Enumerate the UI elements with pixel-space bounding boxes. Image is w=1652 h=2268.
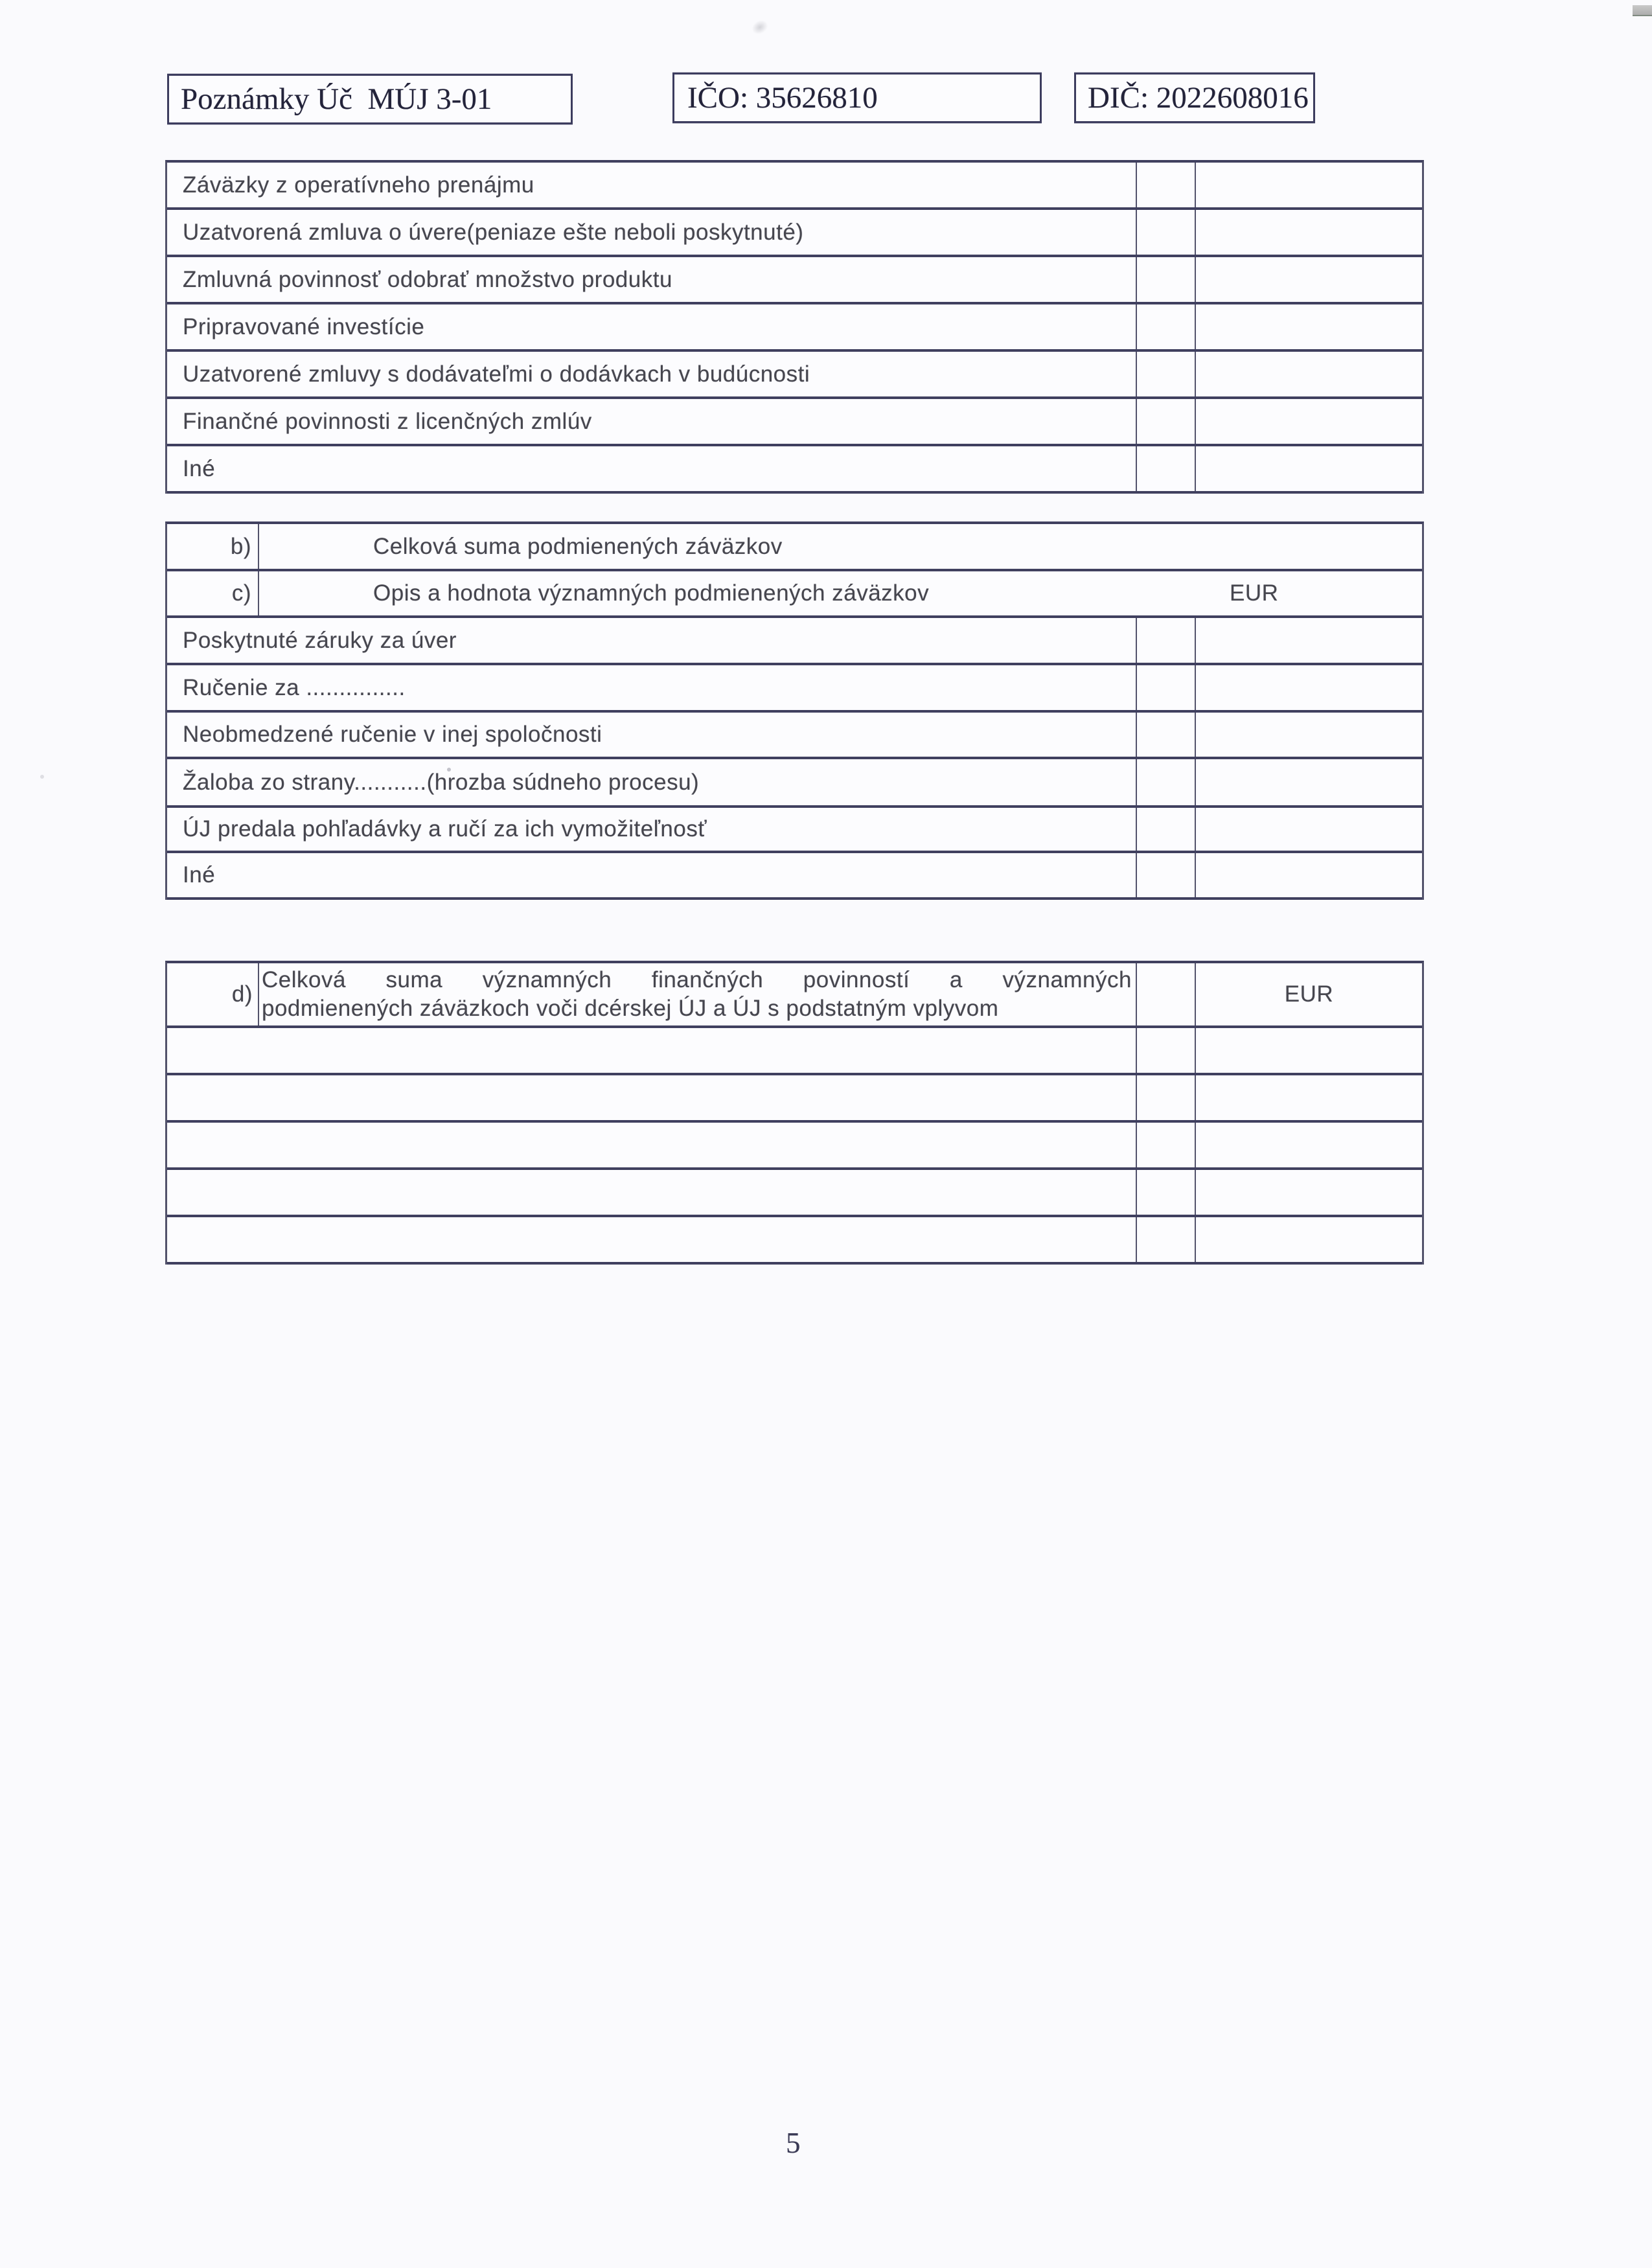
row-label: Iné: [183, 455, 216, 481]
scan-corner-artifact: [1633, 5, 1652, 16]
row-code-cell: [1136, 665, 1196, 710]
row-value-cell: [1196, 257, 1422, 302]
row-label: Neobmedzené ručenie v inej spoločnosti: [183, 722, 602, 747]
row-letter: d): [167, 963, 259, 1025]
scan-speck: [447, 768, 451, 772]
row-code-cell: [1136, 808, 1196, 851]
contingent-liabilities-table: [165, 521, 1424, 900]
table-row: [167, 665, 1422, 713]
row-code-cell: [1136, 1028, 1196, 1073]
table-row: [167, 210, 1422, 257]
row-currency-cell: EUR: [1284, 981, 1334, 1007]
row-value-cell: [1196, 352, 1422, 396]
table-row: [167, 713, 1422, 759]
row-code-cell: [1136, 304, 1196, 349]
row-label: Celková suma podmienených záväzkov: [373, 533, 783, 559]
row-label: Žaloba zo strany...........(hrozba súdneho procesu): [183, 769, 700, 795]
empty-table-row: [167, 1028, 1422, 1075]
row-value-cell: [1196, 210, 1422, 255]
empty-table-row: [167, 1170, 1422, 1217]
row-code-cell: [1136, 210, 1196, 255]
row-label: [167, 1217, 1136, 1262]
empty-table-row: [167, 1075, 1422, 1123]
row-currency-cell: EUR: [1230, 580, 1279, 606]
scan-speck: [40, 775, 44, 779]
empty-table-row: [167, 1123, 1422, 1170]
row-label: [167, 1123, 1136, 1167]
table-row: [167, 304, 1422, 352]
table-row-c: [167, 571, 1422, 618]
row-label: [167, 1075, 1136, 1120]
row-label: Uzatvorené zmluvy s dodávateľmi o dodávkach v budúcnosti: [183, 361, 810, 387]
row-value-cell: [1196, 618, 1422, 663]
row-value-cell: [1196, 399, 1422, 444]
row-label: [167, 1028, 1136, 1073]
row-value-cell: [1196, 1170, 1422, 1215]
row-value-cell: [1196, 446, 1422, 491]
ico-box: [672, 73, 1042, 123]
row-value-cell: [1196, 1028, 1422, 1073]
ico-value: IČO: 35626810: [687, 81, 878, 115]
row-label: Ručenie za ...............: [183, 674, 406, 700]
row-code-cell: [1136, 1123, 1196, 1167]
row-label: Zmluvná povinnosť odobrať množstvo produktu: [183, 266, 672, 292]
dic-box: [1074, 73, 1315, 123]
row-value-cell: [1196, 1075, 1422, 1120]
row-label: Opis a hodnota významných podmienených záväzkov: [373, 580, 930, 606]
row-code-cell: [1136, 618, 1196, 663]
row-code-cell: [1136, 163, 1196, 207]
row-label: Poskytnuté záruky za úver: [183, 627, 457, 653]
row-code-cell: [1136, 352, 1196, 396]
row-label: Iné: [183, 862, 216, 888]
row-value-cell: [1196, 163, 1422, 207]
row-value-cell: [1196, 304, 1422, 349]
table-row: [167, 853, 1422, 900]
row-label: Záväzky z operatívneho prenájmu: [183, 172, 534, 198]
row-code-cell: [1136, 759, 1196, 805]
row-value-cell: [1196, 1217, 1422, 1262]
row-label-line2: podmienených záväzkoch voči dcérskej ÚJ a ÚJ s podstatným vplyvom: [262, 996, 999, 1021]
row-label-line1: Celková suma významných finančných povinností a významných: [262, 967, 1132, 992]
row-code-cell: [1136, 1217, 1196, 1262]
row-code-cell: [1136, 713, 1196, 757]
scan-smudge-artifact: [750, 17, 771, 37]
table-row: [167, 808, 1422, 853]
obligations-table: [165, 160, 1424, 494]
table-row: [167, 163, 1422, 210]
row-label: [259, 963, 1136, 1025]
table-row: [167, 446, 1422, 494]
table-row: [167, 399, 1422, 446]
row-label: Uzatvorená zmluva o úvere(peniaze ešte neboli poskytnuté): [183, 219, 804, 245]
dic-value: DIČ: 2022608016: [1088, 81, 1309, 115]
row-value-cell: [1196, 1123, 1422, 1167]
row-label: Pripravované investície: [183, 314, 425, 339]
table-row-d: [167, 963, 1422, 1028]
row-code-cell: [1136, 257, 1196, 302]
row-label: [167, 1170, 1136, 1215]
row-code-cell: [1136, 963, 1196, 1025]
row-code-cell: [1136, 399, 1196, 444]
significant-obligations-table: [165, 961, 1424, 1265]
row-code-cell: [1136, 1170, 1196, 1215]
form-title-box: [167, 74, 573, 124]
page-number: 5: [786, 2127, 801, 2159]
row-value-cell: [1196, 808, 1422, 851]
row-value-cell: [1196, 853, 1422, 897]
form-title: Poznámky Úč MÚJ 3-01: [181, 82, 492, 116]
row-value-cell: [1196, 759, 1422, 805]
table-row: [167, 618, 1422, 665]
row-code-cell: [1136, 853, 1196, 897]
row-value-cell: [1196, 713, 1422, 757]
row-value-cell: [1196, 524, 1422, 569]
row-letter: c): [167, 571, 259, 615]
table-row: [167, 352, 1422, 399]
row-code-cell: [1136, 446, 1196, 491]
empty-table-row: [167, 1217, 1422, 1265]
row-value-cell: [1196, 665, 1422, 710]
table-row: [167, 257, 1422, 304]
table-row: [167, 759, 1422, 808]
row-label: Finančné povinnosti z licenčných zmlúv: [183, 408, 592, 434]
table-row-b: [167, 524, 1422, 571]
row-label: ÚJ predala pohľadávky a ručí za ich vymožiteľnosť: [183, 816, 707, 842]
row-letter: b): [167, 524, 259, 569]
row-code-cell: [1136, 1075, 1196, 1120]
